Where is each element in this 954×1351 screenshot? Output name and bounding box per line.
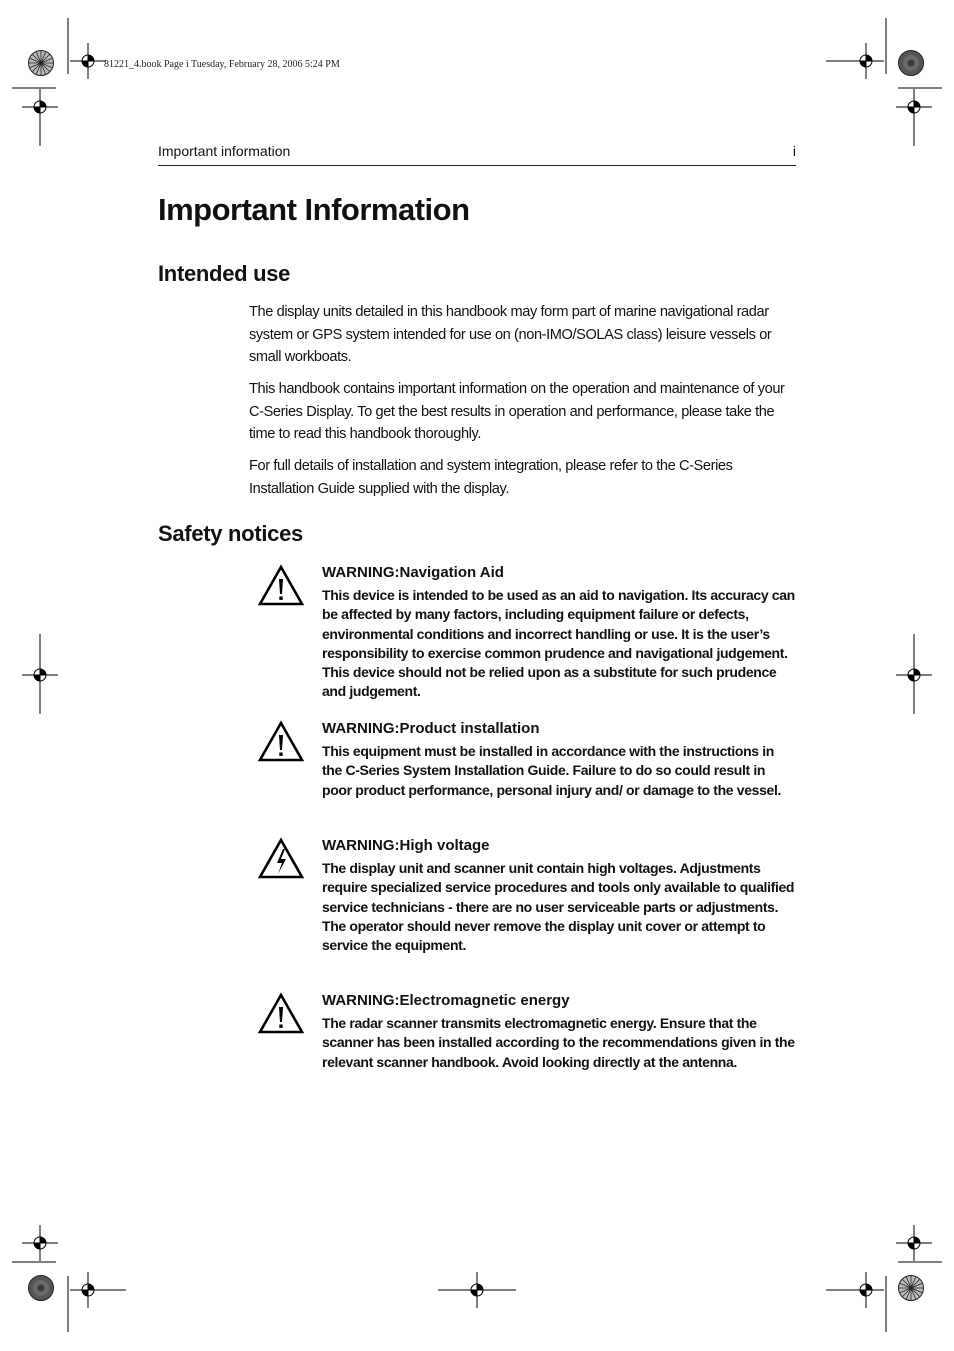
warning-body: The radar scanner transmits electromagnetic energy. Ensure that the scanner has been installed according to the recommendations given in the relevant scanner handbook. Avoid looking directly at the antenna. <box>322 1015 795 1070</box>
exclamation-warning-icon <box>258 720 304 762</box>
intended-use-paragraph-1: The display units detailed in this handbook may form part of marine navigational radar system or GPS system intended for use on (non-IMO/SOLAS class) leisure vessels or small workboats. <box>249 304 772 365</box>
warning-title: WARNING:Product installation <box>322 720 540 737</box>
exclamation-warning-icon <box>258 564 304 606</box>
page-number: i <box>792 143 796 159</box>
running-header <box>158 141 796 166</box>
intended-use-heading: Intended use <box>158 261 291 286</box>
warning-title: WARNING:Navigation Aid <box>322 564 504 581</box>
intended-use-paragraph-2: This handbook contains important information on the operation and maintenance of your C-Series Display. To get the best results in operation and performance, please take the time to read this handbook thoroughly. <box>249 381 785 442</box>
intended-use-paragraph-3: For full details of installation and system integration, please refer to the C-Series Installation Guide supplied with the display. <box>249 458 733 497</box>
warning-body: The display unit and scanner unit contain high voltages. Adjustments require specialized service procedures and tools only available to qualified service technicians - there are no user serviceable parts or adjustments. The operator should never remove the display unit cover or attempt to service the equipment. <box>322 860 795 954</box>
warning-body: This device is intended to be used as an aid to navigation. Its accuracy can be affected by many factors, including equipment failure or defects, environmental conditions and incorrect handling or use. It is the user’s responsibility to exercise common prudence and navigational judgement. This device should not be relied upon as a substitute for such prudence and judgement. <box>322 587 795 700</box>
print-book-info: 81221_4.book Page i Tuesday, February 28, 2006 5:24 PM <box>104 59 340 70</box>
running-header-section: Important information <box>158 143 291 159</box>
high-voltage-warning-icon <box>258 837 304 879</box>
page-title: Important Information <box>158 192 470 227</box>
warning-title: WARNING:High voltage <box>322 837 490 854</box>
exclamation-warning-icon <box>258 992 304 1034</box>
warning-body: This equipment must be installed in accordance with the instructions in the C-Series System Installation Guide. Failure to do so could result in poor product performance, personal injury and/ or damage to the vessel. <box>322 743 782 798</box>
safety-notices-heading: Safety notices <box>158 521 303 546</box>
warning-title: WARNING:Electromagnetic energy <box>322 992 570 1009</box>
